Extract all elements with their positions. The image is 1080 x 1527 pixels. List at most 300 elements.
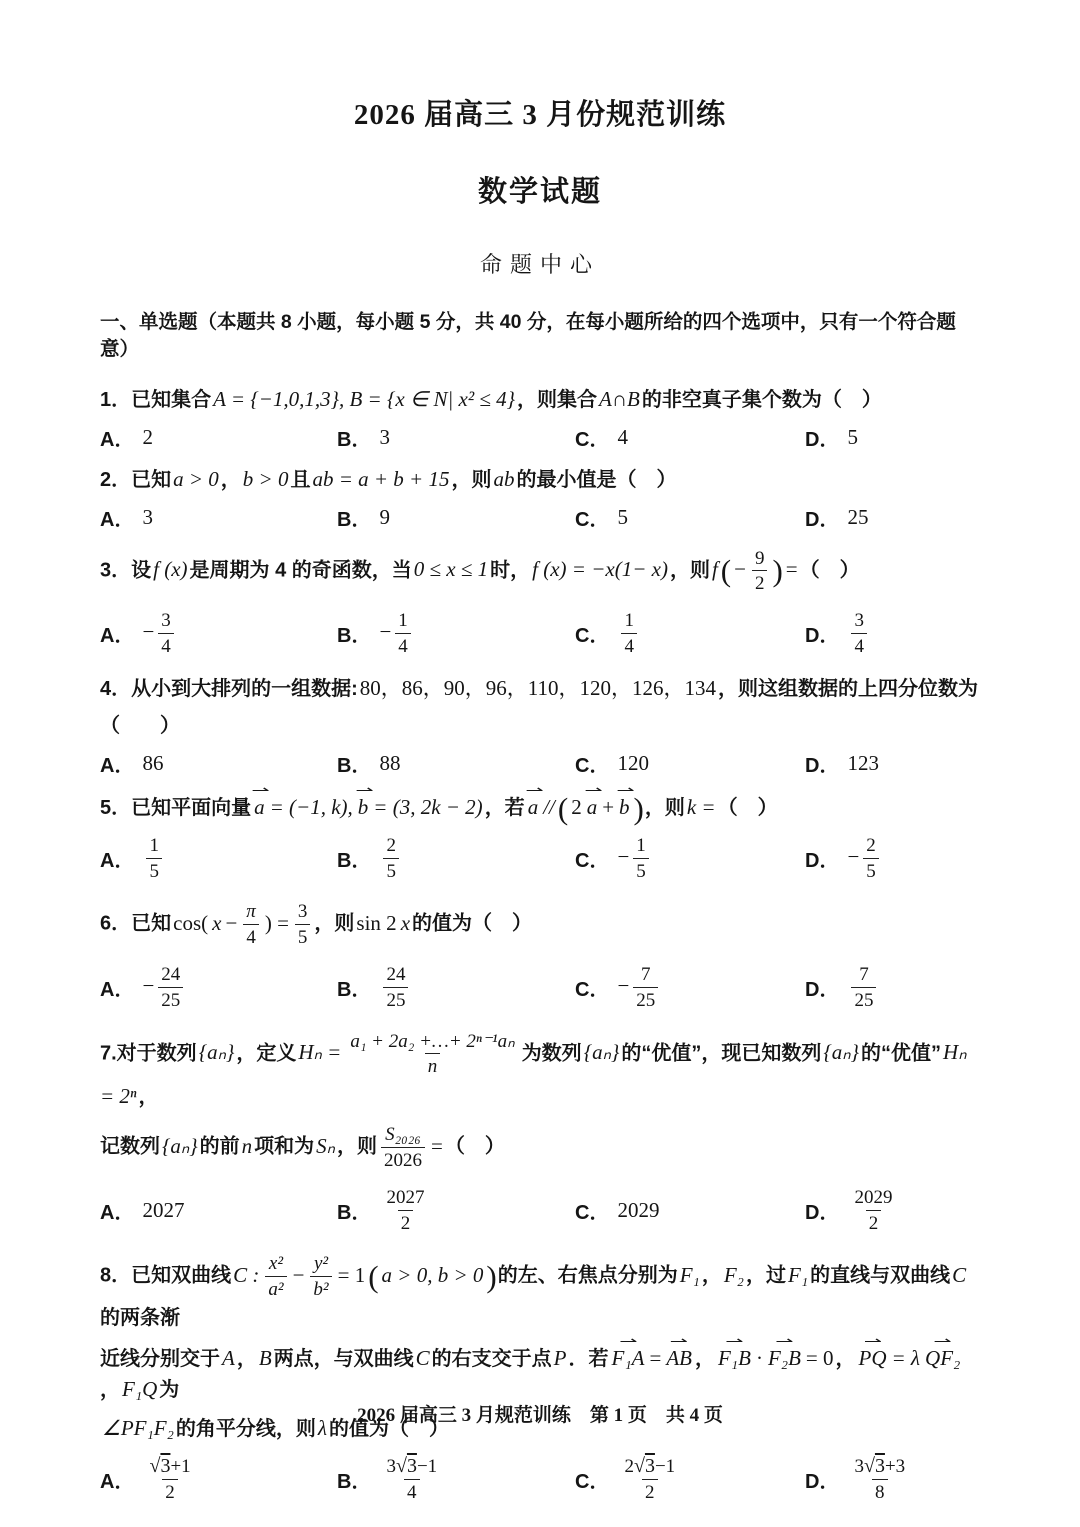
stem-line [100, 673, 980, 704]
text-run: 记数列 [100, 1135, 160, 1158]
radicand: 3 [874, 1454, 885, 1477]
stem-line [100, 1341, 980, 1405]
option-value [379, 1452, 444, 1507]
option-value [617, 606, 641, 661]
option [805, 1183, 980, 1238]
math-run: F₂ [723, 1262, 744, 1287]
text-run: ，则 [669, 559, 710, 582]
math-roman-run: 2 [400, 1212, 411, 1234]
square-root [864, 1455, 885, 1477]
denominator [851, 987, 876, 1013]
math-roman-run: 2 [142, 424, 153, 449]
option [337, 749, 575, 778]
question [100, 897, 980, 1014]
option-label: C． [575, 1201, 610, 1224]
math-run: x [400, 910, 411, 935]
math-run: {aₙ} [198, 1040, 235, 1065]
option-value [142, 751, 163, 776]
vector-symbol: ⇀ AB [666, 1343, 692, 1373]
text-run: 项和为 [254, 1135, 315, 1158]
math-roman-run: − [847, 844, 860, 869]
option-label: D． [805, 849, 840, 872]
option-label: D． [805, 624, 840, 647]
option-value [617, 1198, 659, 1223]
math-roman-run: − [142, 619, 155, 644]
option-label: D． [805, 1201, 840, 1224]
fraction [347, 1029, 517, 1080]
author-line: 命题中心 [479, 252, 600, 277]
math-run: a² [268, 1279, 284, 1301]
math-roman-run: 24 [386, 963, 406, 985]
text-run: 的左、右焦点分别为 [497, 1264, 678, 1287]
big-paren: ) [633, 790, 644, 826]
fraction [621, 1454, 678, 1505]
math-roman-run: cos( [173, 910, 209, 935]
options-row [100, 831, 980, 886]
fraction [863, 833, 879, 884]
option [337, 423, 575, 452]
option [575, 423, 805, 452]
option-label: A． [100, 1470, 135, 1493]
math-run: {aₙ} [583, 1040, 620, 1065]
options-row [100, 749, 980, 778]
numerator [383, 1185, 427, 1210]
fraction [395, 608, 411, 659]
math-roman-run: 8 [875, 1481, 885, 1503]
options-row [100, 423, 980, 452]
math-run: π [246, 901, 256, 923]
numerator [311, 1251, 331, 1276]
numerator [266, 1251, 286, 1276]
page-footer: 2026 届高三 3 月规范训练 第 1 页 共 4 页 [357, 1405, 723, 1426]
option-value [142, 1452, 197, 1507]
denominator [851, 633, 867, 659]
numerator [752, 546, 768, 571]
option [100, 606, 337, 661]
numerator [347, 1029, 517, 1054]
math-roman-run: = 0 [805, 1345, 834, 1370]
denominator [395, 633, 411, 659]
text-run: ， [236, 1347, 257, 1370]
denominator [633, 858, 649, 884]
option-value [379, 831, 403, 886]
radicand: 3 [160, 1454, 171, 1477]
page-title: 2026 届高三 3 月份规范训练 [353, 99, 727, 131]
option-label: B． [337, 1470, 372, 1493]
math-roman-run: 1 [149, 834, 159, 856]
text-run: 1．已知集合 [100, 388, 212, 411]
math-roman-run: 80，86，90，96，110，120，126，134 [359, 675, 717, 700]
option [100, 749, 337, 778]
option-value [142, 505, 153, 530]
fraction [381, 1122, 425, 1173]
denominator [295, 924, 311, 950]
question [100, 544, 980, 661]
math-run: b² [313, 1279, 329, 1301]
square-root [396, 1455, 417, 1477]
option-label: B． [337, 1201, 372, 1224]
option [100, 423, 337, 452]
vector-symbol: ⇀ F₂B [768, 1343, 801, 1373]
math-roman-run: 2 [754, 573, 765, 595]
option [100, 503, 337, 532]
denominator [243, 924, 259, 950]
denominator [872, 1479, 888, 1505]
stem-line [100, 1249, 980, 1333]
option [337, 960, 575, 1015]
math-roman-run: 1 [624, 610, 634, 632]
option-label: A． [100, 978, 135, 1001]
fraction [851, 608, 867, 659]
option-value [847, 505, 868, 530]
option [337, 1452, 575, 1507]
text-run: 为 [159, 1378, 180, 1401]
denominator [863, 858, 879, 884]
text-run: 的非空真子集个数为（ ） [641, 388, 882, 411]
math-run: C [415, 1345, 430, 1370]
option-label: B． [337, 754, 372, 777]
denominator [162, 1479, 178, 1505]
math-roman-run: 120 [617, 750, 649, 775]
option [805, 1452, 980, 1507]
fraction [158, 962, 183, 1013]
math-run: k = [686, 794, 716, 819]
option-value [617, 960, 662, 1015]
option-value [847, 1183, 899, 1238]
text-run: ，则 [644, 796, 685, 819]
stem-line [100, 384, 980, 415]
text-run: 的“优值”，现已知数列 [621, 1042, 822, 1065]
math-roman-run: 2027 [386, 1186, 425, 1208]
question-stem [100, 544, 980, 599]
option-value [142, 425, 153, 450]
text-run: 3．设 [100, 559, 152, 582]
question [100, 384, 980, 452]
denominator [383, 858, 399, 884]
big-paren: ) [486, 1258, 497, 1294]
vector-symbol: ⇀ a [254, 792, 265, 822]
math-roman-run: = 1 [337, 1262, 366, 1287]
denominator [866, 1210, 882, 1236]
text-run: 是周期为 4 的奇函数，当 [189, 559, 412, 582]
vector-symbol: ⇀ a [587, 792, 598, 822]
option [575, 1452, 805, 1507]
numerator [383, 833, 399, 858]
stem-line [100, 897, 980, 952]
math-roman-run: 5 [866, 860, 876, 882]
math-roman-run: 5 [149, 860, 159, 882]
math-roman-run: 123 [847, 750, 879, 775]
page-subtitle: 数学试题 [477, 176, 602, 208]
math-roman-run: 4 [407, 1481, 417, 1503]
option-label: B． [337, 508, 372, 531]
math-roman-run: 3 [854, 610, 864, 632]
option-label: D． [805, 508, 840, 531]
text-run: ， [701, 1264, 722, 1287]
radicand: 3 [406, 1454, 417, 1477]
math-roman-run: 3 [854, 1455, 864, 1477]
math-roman-run: 2 [624, 1455, 634, 1477]
math-run: n [241, 1133, 253, 1158]
numerator [851, 1454, 908, 1479]
option-label: B． [337, 624, 372, 647]
option [575, 960, 805, 1015]
option-value [142, 831, 166, 886]
vector-symbol: ⇀ b [619, 792, 630, 822]
math-run: λ [317, 1415, 328, 1440]
numerator [633, 833, 649, 858]
math-run: b > 0 [242, 466, 289, 491]
option [100, 831, 337, 886]
math-run: F₁ [679, 1262, 700, 1287]
numerator [856, 962, 872, 987]
math-roman-run: + [602, 794, 615, 819]
math-roman-run: 3 [379, 424, 390, 449]
math-run: f (x) [153, 557, 188, 582]
big-paren: ) [772, 552, 783, 588]
option-value [617, 425, 628, 450]
math-roman-run: 5 [617, 504, 628, 529]
stem-line [100, 712, 980, 741]
text-run: 的两条渐 [100, 1306, 180, 1329]
text-run: 的值为（ ） [329, 1417, 450, 1440]
options-row [100, 503, 980, 532]
text-run: 的角平分线，则 [175, 1417, 316, 1440]
math-run: C : [233, 1262, 260, 1287]
option-label: A． [100, 849, 135, 872]
math-roman-run: 2029 [617, 1197, 660, 1222]
fraction [633, 833, 649, 884]
math-run: Hₙ = 2ⁿ [100, 1040, 967, 1109]
option-value [142, 606, 177, 661]
math-roman-run: 25 [636, 989, 656, 1011]
denominator [310, 1276, 331, 1302]
math-roman-run: − [225, 910, 238, 935]
math-roman-run: 5 [297, 927, 308, 949]
numerator [382, 1122, 424, 1147]
options-row [100, 1452, 980, 1507]
option-value [379, 960, 412, 1015]
math-roman-run: 4 [854, 635, 864, 657]
fraction [295, 899, 311, 950]
option [337, 831, 575, 886]
math-run: f (x) = −x(1− x) [532, 557, 668, 582]
question-stem [100, 790, 980, 826]
option-value [379, 505, 390, 530]
text-run: ， [694, 1347, 715, 1370]
math-run: B [258, 1345, 272, 1370]
numerator [146, 833, 162, 858]
math-run: ab [493, 466, 515, 491]
math-run: a₁ + 2a₂ +…+ 2ⁿ⁻¹aₙ [350, 1030, 515, 1052]
math-roman-run: − [617, 973, 630, 998]
text-run: 的前 [199, 1135, 240, 1158]
text-run: ，则 [337, 1135, 378, 1158]
option-label: C． [575, 978, 610, 1001]
option-label: D． [805, 978, 840, 1001]
option [575, 1196, 805, 1225]
option-label: A． [100, 508, 135, 531]
math-roman-run: 1 [636, 834, 646, 856]
math-roman-run: +1 [170, 1455, 191, 1477]
math-roman-run: = [785, 557, 798, 582]
option-value [847, 425, 858, 450]
option [575, 831, 805, 886]
radical-icon: √ [633, 1454, 645, 1477]
radical-icon: √ [149, 1454, 161, 1477]
text-run: 2．已知 [100, 468, 172, 491]
math-roman-run: = [649, 1345, 662, 1370]
option [337, 1183, 575, 1238]
option-value [847, 960, 880, 1015]
fraction [146, 833, 162, 884]
option [100, 960, 337, 1015]
math-run: Hₙ = [298, 1040, 342, 1065]
text-run: 近线分别交于 [100, 1347, 220, 1370]
text-run: （ ） [799, 559, 860, 582]
text-run: 时， [490, 559, 531, 582]
text-run: ，过 [746, 1264, 786, 1287]
fraction [851, 1185, 895, 1236]
fraction [243, 899, 259, 950]
text-run: 的直线与双曲线 [810, 1264, 951, 1287]
option-label: A． [100, 1201, 135, 1224]
math-run: F₁Q [122, 1376, 158, 1401]
question-stem [100, 897, 980, 952]
option [805, 423, 980, 452]
denominator [425, 1053, 441, 1079]
numerator [158, 962, 183, 987]
text-run: ，定义 [236, 1042, 297, 1065]
math-run: {aₙ} [162, 1133, 198, 1158]
text-run: （ ） [717, 796, 778, 819]
math-run: A = {−1,0,1,3}, B = {x ∈ N| x² ≤ 4} [213, 386, 516, 411]
math-roman-run: 2026 [384, 1149, 423, 1171]
denominator [146, 858, 162, 884]
math-roman-run: · [755, 1345, 763, 1370]
option-label: C． [575, 1470, 610, 1493]
math-run: A∩B [599, 386, 640, 411]
option-value [142, 960, 187, 1015]
fraction [265, 1251, 286, 1302]
math-run: ab = a + b + 15 [312, 466, 450, 491]
option-value [379, 606, 414, 661]
radical-icon: √ [395, 1454, 407, 1477]
denominator [404, 1479, 420, 1505]
math-roman-run: 88 [379, 750, 401, 775]
vector-symbol: ⇀ QF₂ [925, 1343, 960, 1373]
numerator [383, 962, 408, 987]
math-run: a > 0 [173, 466, 219, 491]
text-run: 两点，与双曲线 [273, 1347, 414, 1370]
math-roman-run: 2 [165, 1481, 175, 1503]
denominator [158, 633, 174, 659]
text-run: ．若 [568, 1347, 609, 1370]
big-paren: ( [368, 1258, 379, 1294]
math-run: = (−1, k), [269, 794, 353, 819]
option-label: B． [337, 978, 372, 1001]
option-label: B． [337, 849, 372, 872]
numerator [383, 1454, 440, 1479]
math-run: 0 ≤ x ≤ 1 [413, 557, 489, 582]
option-label: D． [805, 428, 840, 451]
question [100, 1027, 980, 1238]
option-value [617, 831, 652, 886]
denominator [158, 987, 183, 1013]
text-run: 的最小值是（ ） [516, 468, 677, 491]
options-row [100, 960, 980, 1015]
denominator [642, 1479, 658, 1505]
math-roman-run: 2 [645, 1481, 655, 1503]
option-label: A． [100, 428, 135, 451]
stem-line [100, 790, 980, 826]
math-roman-run: 9 [379, 504, 390, 529]
math-roman-run: − [617, 844, 630, 869]
option-value [617, 505, 628, 530]
stem-line [100, 1027, 980, 1113]
math-roman-run: 25 [854, 989, 874, 1011]
math-run: S₂₀₂₆ [385, 1124, 421, 1146]
math-roman-run: 86 [142, 750, 164, 775]
option [100, 1196, 337, 1225]
question [100, 464, 980, 532]
numerator [851, 608, 867, 633]
options-row [100, 606, 980, 661]
big-paren: ( [720, 552, 732, 588]
question [100, 790, 980, 886]
fraction [310, 1251, 331, 1302]
math-run: n [427, 1056, 438, 1078]
radical-icon: √ [863, 1454, 875, 1477]
math-run: // [543, 794, 555, 819]
numerator [395, 608, 411, 633]
math-run: f [711, 557, 718, 582]
math-roman-run: +3 [884, 1455, 906, 1477]
questions-list [100, 384, 980, 1507]
fraction [752, 546, 768, 597]
vector-symbol: ⇀ b [358, 792, 369, 822]
vector-symbol: ⇀ F₁A [612, 1343, 645, 1373]
option [100, 1452, 337, 1507]
math-roman-run: − [292, 1262, 305, 1287]
fraction [383, 962, 408, 1013]
denominator [633, 987, 658, 1013]
math-roman-run: 4 [617, 424, 628, 449]
math-roman-run: 2029 [854, 1186, 893, 1208]
option-label: A． [100, 624, 135, 647]
stem-line [100, 464, 980, 495]
text-run: 4．从小到大排列的一组数据: [100, 677, 358, 700]
math-roman-run: 3 [386, 1455, 396, 1477]
option-label: D． [805, 754, 840, 777]
numerator [638, 962, 654, 987]
math-roman-run: ) = [264, 910, 289, 935]
text-run: 8．已知双曲线 [100, 1264, 232, 1287]
math-run: = λ [891, 1345, 921, 1370]
text-run: 且 [290, 468, 311, 491]
text-run: ，则 [451, 468, 492, 491]
fraction [383, 1185, 427, 1236]
math-roman-run: 3 [297, 901, 308, 923]
text-run: ，若 [484, 796, 525, 819]
math-run: Sₙ [316, 1133, 336, 1158]
option-label: C． [575, 428, 610, 451]
fraction [851, 962, 876, 1013]
big-paren: ( [557, 790, 569, 826]
fraction [383, 1454, 440, 1505]
math-roman-run: 2 [866, 834, 876, 856]
math-roman-run: 4 [624, 635, 634, 657]
